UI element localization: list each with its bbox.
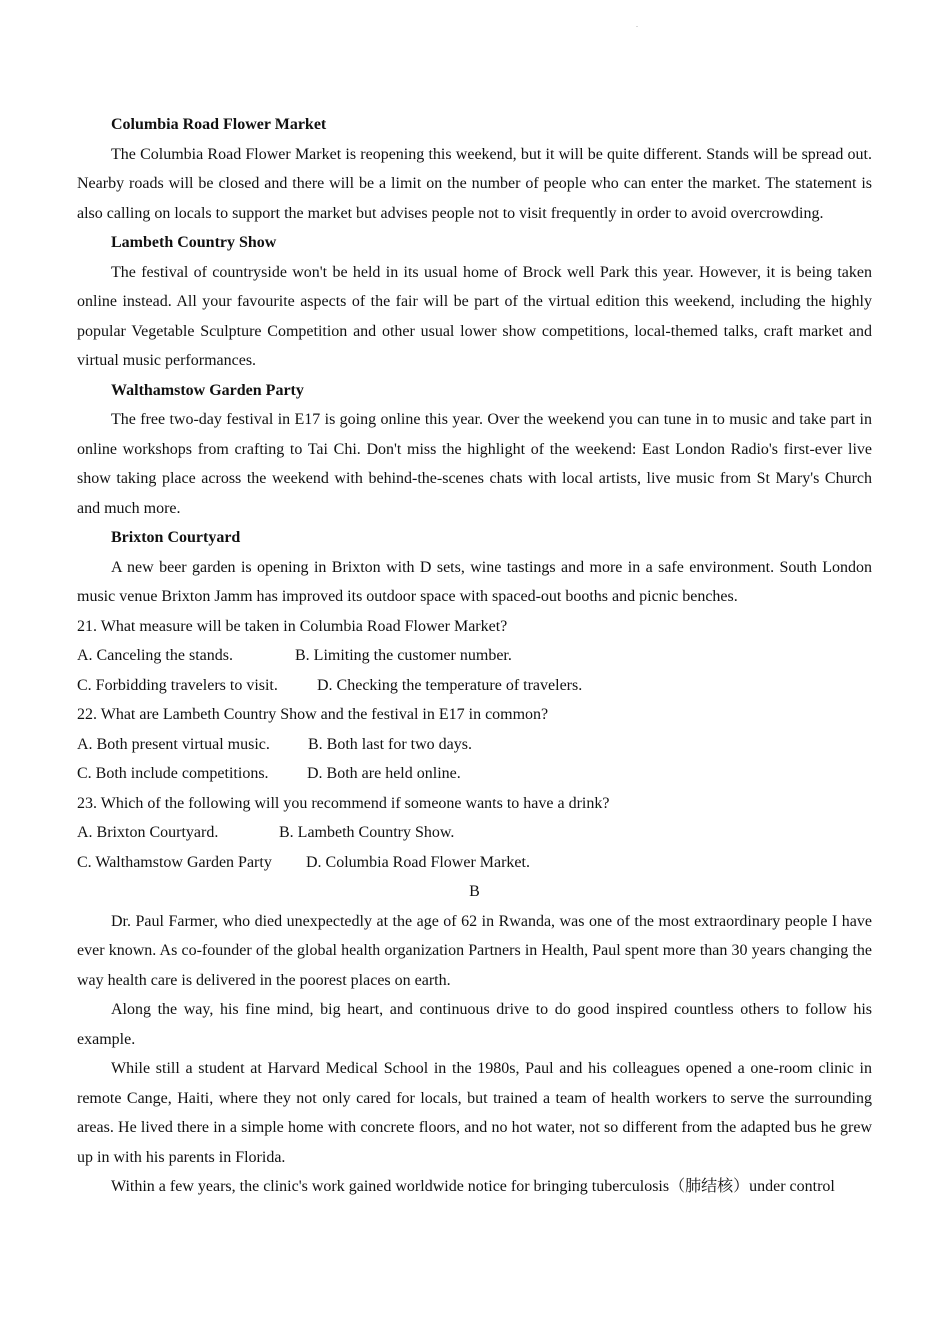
question-22-options-ab — [77, 730, 872, 760]
question-21-options-ab — [77, 641, 872, 671]
passage-b-paragraph-4: Within a few years, the clinic's work gained worldwide notice for bringing tuberculosis（肺结核）under control — [111, 1178, 835, 1195]
question-23-stem: 23. Which of the following will you recommend if someone wants to have a drink? — [77, 794, 610, 812]
question-23-options-cd — [77, 848, 872, 878]
passage-b-paragraph-2: Along the way, his fine mind, big heart, and continuous drive to do good inspired countless others to follow his example. — [77, 1001, 872, 1048]
section-title-brixton: Brixton Courtyard — [111, 529, 241, 546]
page-corner-mark: . — [636, 20, 638, 29]
question-21-option-c: C. Forbidding travelers to visit. — [77, 676, 278, 694]
question-22-stem: 22. What are Lambeth Country Show and the festival in E17 in common? — [77, 706, 549, 723]
section-body-columbia: The Columbia Road Flower Market is reopening this weekend, but it will be quite different. Stands will be spread out. Nearby roads will be closed and there will be a limit on the number of people who can enter the market. The statement is also calling on locals to support the market but advises people not to visit frequently in order to avoid overcrowding. — [77, 145, 872, 222]
question-22-options-cd — [77, 759, 872, 789]
question-22-option-b: B. Both last for two days. — [308, 735, 472, 753]
question-22-option-c: C. Both include competitions. — [77, 765, 269, 782]
section-title-lambeth: Lambeth Country Show — [111, 234, 277, 251]
section-body-walthamstow: The free two-day festival in E17 is going online this year. Over the weekend you can tune in to music and take part in online workshops from crafting to Tai Chi. Don't miss the highlight of the weekend: East London Radio's first-ever live show taking place across the weekend with behind-the-scenes chats with local artists, live music from St Mary's Church and much more. — [77, 411, 872, 517]
question-22-option-a: A. Both present virtual music. — [77, 735, 270, 753]
question-21-stem: 21. What measure will be taken in Columbia Road Flower Market? — [77, 617, 508, 635]
question-21-options-cd — [77, 671, 872, 701]
question-21-option-d: D. Checking the temperature of travelers. — [317, 676, 583, 694]
question-23-option-a: A. Brixton Courtyard. — [77, 824, 219, 841]
question-23-options-ab — [77, 818, 872, 848]
question-23-option-d: D. Columbia Road Flower Market. — [306, 853, 530, 871]
passage-b-paragraph-3: While still a student at Harvard Medical School in the 1980s, Paul and his colleagues opened a one-room clinic in remote Cange, Haiti, where they not only cared for locals, but trained a team of health workers to serve the surrounding areas. He lived there in a simple home with concrete floors, and no hot water, not so different from the adapted bus he grew up in with his parents in Florida. — [77, 1060, 872, 1166]
section-title-columbia: Columbia Road Flower Market — [111, 116, 327, 133]
question-21-option-a: A. Canceling the stands. — [77, 647, 233, 664]
passage-b-paragraph-1: Dr. Paul Farmer, who died unexpectedly at the age of 62 in Rwanda, was one of the most extraordinary people I have ever known. As co-founder of the global health organization Partners in Health, Paul spent more than 30 years changing the way health care is delivered in the poorest places on earth. — [77, 912, 872, 989]
question-21-option-b: B. Limiting the customer number. — [295, 647, 512, 664]
passage-b-label: B — [469, 883, 480, 900]
question-23-option-c: C. Walthamstow Garden Party — [77, 853, 272, 871]
question-22-option-d: D. Both are held online. — [307, 765, 461, 782]
section-body-lambeth: The festival of countryside won't be held in its usual home of Brock well Park this year. However, it is being taken online instead. All your favourite aspects of the fair will be part of the virtual edition this weekend, including the highly popular Vegetable Sculpture Competition and other usual lower show competitions, local-themed talks, craft market and virtual music performances. — [77, 263, 872, 369]
document-page — [77, 110, 872, 1202]
section-body-brixton: A new beer garden is opening in Brixton with D sets, wine tastings and more in a safe environment. South London music venue Brixton Jamm has improved its outdoor space with spaced-out booths and picnic benches. — [77, 558, 872, 605]
section-title-walthamstow: Walthamstow Garden Party — [111, 381, 304, 399]
question-23-option-b: B. Lambeth Country Show. — [279, 824, 455, 841]
